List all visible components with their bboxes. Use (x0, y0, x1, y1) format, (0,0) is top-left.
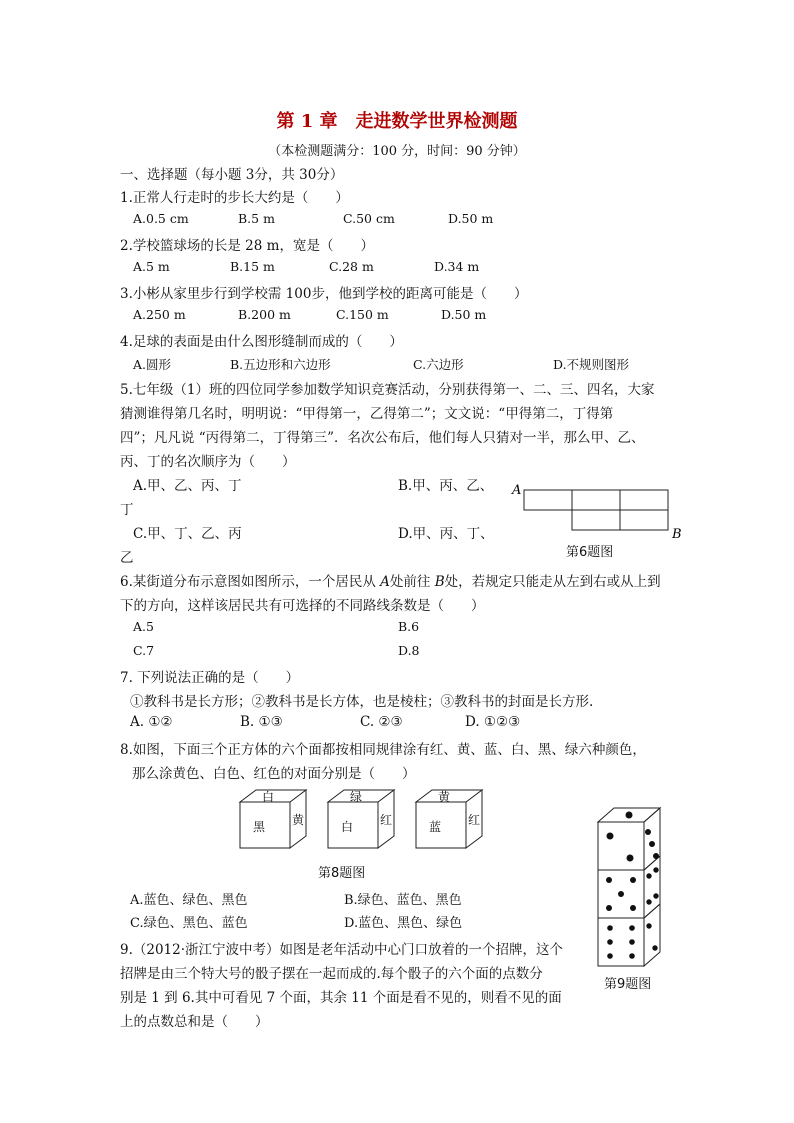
figure-6-caption: 第6题图 (566, 545, 614, 560)
q5-option-b-wrap: 丁 (120, 502, 134, 518)
question-6-line-2: 下的方向，这样该居民共有可选择的不同路线条数是（ ） (120, 598, 485, 614)
cube-3-front-label: 蓝 (429, 820, 442, 834)
point-b-label: B (672, 527, 682, 542)
q1-option-a: A.0.5 cm (133, 211, 189, 226)
die-pip (645, 829, 651, 835)
die-pip (629, 953, 635, 959)
street-grid-figure (508, 480, 688, 542)
q5-option-c: C.甲、丁、乙、丙 (133, 526, 242, 542)
q5-option-b: B.甲、丙、乙、 (398, 478, 494, 494)
q5-option-d-wrap: 乙 (120, 550, 134, 566)
die-pip (629, 939, 635, 945)
die-side-face (644, 808, 660, 870)
die-pip (627, 855, 634, 862)
q4-option-b: B.五边形和六边形 (230, 357, 331, 372)
q2-option-b: B.15 m (230, 259, 275, 274)
q6-text: 6.某街道分布示意图如图所示，一个居民从 (120, 574, 381, 590)
q7-option-d: D. ①②③ (465, 714, 521, 730)
die-pip (646, 873, 651, 878)
question-6-line-1 (120, 570, 661, 590)
figure-9-caption: 第9题图 (604, 977, 652, 992)
cube-2-side-label: 红 (380, 813, 393, 827)
die-pip (653, 853, 659, 859)
q4-option-c: C.六边形 (413, 357, 464, 372)
die-pip (606, 877, 612, 883)
q6-option-a: A.5 (133, 619, 154, 634)
grid-cell (572, 490, 620, 510)
question-5-line-2: 猜测谁得第几名时，明明说：“甲得第一，乙得第二”；文文说：“甲得第二，丁得第 (120, 406, 614, 422)
question-5-line-1: 5.七年级（1）班的四位同学参加数学知识竞赛活动，分别获得第一、二、三、四名，大家 (120, 382, 655, 398)
q4-option-d: D.不规则图形 (553, 357, 630, 372)
question-5-line-4: 丙、丁的名次顺序为（ ） (120, 454, 296, 470)
figure-8-caption: 第8题图 (318, 866, 366, 881)
q6-option-b: B.6 (398, 619, 420, 634)
q2-option-c: C.28 m (329, 259, 374, 274)
q1-option-d: D.50 m (448, 211, 494, 226)
q3-option-a: A.250 m (133, 307, 186, 322)
question-2-stem: 2.学校篮球场的长是 28 m，宽是（ ） (120, 238, 374, 254)
q8-option-c: C.绿色、黑色、蓝色 (130, 916, 248, 931)
q8-option-b: B.绿色、蓝色、黑色 (344, 893, 462, 908)
q3-option-b: B.200 m (238, 307, 291, 322)
grid-cell (572, 510, 620, 530)
section-heading: 一、选择题（每小题 3分，共 30分） (120, 167, 344, 183)
question-7-statements: ①教科书是长方形；②教科书是长方体，也是棱柱；③教科书的封面是长方形. (130, 694, 594, 710)
q3-option-d: D.50 m (441, 307, 487, 322)
cube-1-top-label: 白 (262, 790, 275, 804)
cube-2-top-label: 绿 (350, 790, 363, 804)
question-5-line-3: 四”；凡凡说 “丙得第二，丁得第三”．名次公布后，他们每人只猜对一半，那么甲、乙、 (120, 430, 645, 446)
dice-stack-figure (592, 802, 664, 974)
point-a-label: A (512, 483, 522, 498)
die-side-face (644, 856, 660, 918)
question-9-line-4: 上的点数总和是（ ） (120, 1014, 269, 1030)
q6-text: 处前往 (389, 574, 435, 590)
die-pip (653, 867, 658, 872)
grid-cell (524, 490, 572, 510)
q3-option-c: C.150 m (336, 307, 389, 322)
die-front-face (598, 918, 644, 966)
grid-cell (620, 510, 668, 530)
page-title: 第 1 章 走进数学世界检测题 (276, 111, 518, 132)
die-pip (626, 812, 633, 819)
q5-option-a: A.甲、乙、丙、丁 (133, 478, 242, 494)
q5-option-d: D.甲、丙、丁、 (398, 526, 494, 542)
q6-point-a: A (380, 574, 390, 590)
colored-cubes-figure (236, 786, 516, 856)
question-1-stem: 1.正常人行走时的步长大约是（ ） (120, 190, 349, 206)
question-9-line-2: 招牌是由三个特大号的骰子摆在一起而成的.每个骰子的六个面的点数分 (120, 966, 543, 982)
die-pip (607, 939, 613, 945)
q6-option-d: D.8 (398, 643, 420, 658)
die-pip (607, 925, 613, 931)
q8-option-d: D.蓝色、黑色、绿色 (344, 916, 463, 931)
q6-point-b: B (434, 574, 445, 590)
q6-option-c: C.7 (133, 643, 155, 658)
q1-option-c: C.50 cm (343, 211, 395, 226)
die-pip (618, 891, 624, 897)
question-4-stem: 4.足球的表面是由什么图形缝制而成的（ ） (120, 334, 403, 350)
q6-text: 处，若规定只能走从左到右或从上到 (444, 574, 661, 590)
page-subtitle: （本检测题满分：100 分，时间：90 分钟） (268, 144, 526, 159)
cube-2-front-label: 白 (341, 820, 354, 834)
die-pip (629, 925, 635, 931)
q7-option-a: A. ①② (130, 714, 173, 730)
cube-3-side-label: 红 (468, 813, 481, 827)
cube-3-top-label: 黄 (438, 790, 451, 804)
q1-option-b: B.5 m (238, 211, 275, 226)
die-pip (630, 905, 636, 911)
die-side-face (644, 904, 660, 966)
die-pip (649, 841, 655, 847)
die-pip (630, 877, 636, 883)
question-8-line-1: 8.如图，下面三个正方体的六个面都按相同规律涂有红、黄、蓝、白、黑、绿六种颜色， (120, 742, 646, 758)
q8-option-a: A.蓝色、绿色、黑色 (130, 893, 248, 908)
q2-option-d: D.34 m (434, 259, 480, 274)
cube-1-front-label: 黑 (253, 820, 266, 834)
die-front-face (598, 822, 644, 870)
question-9-line-3: 别是 1 到 6.其中可看见 7 个面，其余 11 个面是看不见的，则看不见的面 (120, 990, 562, 1006)
question-9-line-1: 9.（2012·浙江宁波中考）如图是老年活动中心门口放着的一个招牌，这个 (120, 942, 564, 958)
question-8-line-2: 那么涂黄色、白色、红色的对面分别是（ ） (132, 766, 416, 782)
q7-option-b: B. ①③ (240, 714, 283, 730)
grid-cell (620, 490, 668, 510)
die-pip (607, 953, 613, 959)
q2-option-a: A.5 m (133, 259, 170, 274)
die-pip (652, 945, 657, 950)
die-pip (646, 899, 651, 904)
die-pip (653, 893, 658, 898)
die-pip (646, 923, 651, 928)
q7-option-c: C. ②③ (360, 714, 403, 730)
question-3-stem: 3.小彬从家里步行到学校需 100步，他到学校的距离可能是（ ） (120, 286, 528, 302)
question-7-stem: 7. 下列说法正确的是（ ） (120, 670, 300, 686)
q4-option-a: A.圆形 (133, 357, 172, 372)
die-pip (607, 833, 614, 840)
die-pip (606, 905, 612, 911)
cube-1-side-label: 黄 (292, 813, 305, 827)
